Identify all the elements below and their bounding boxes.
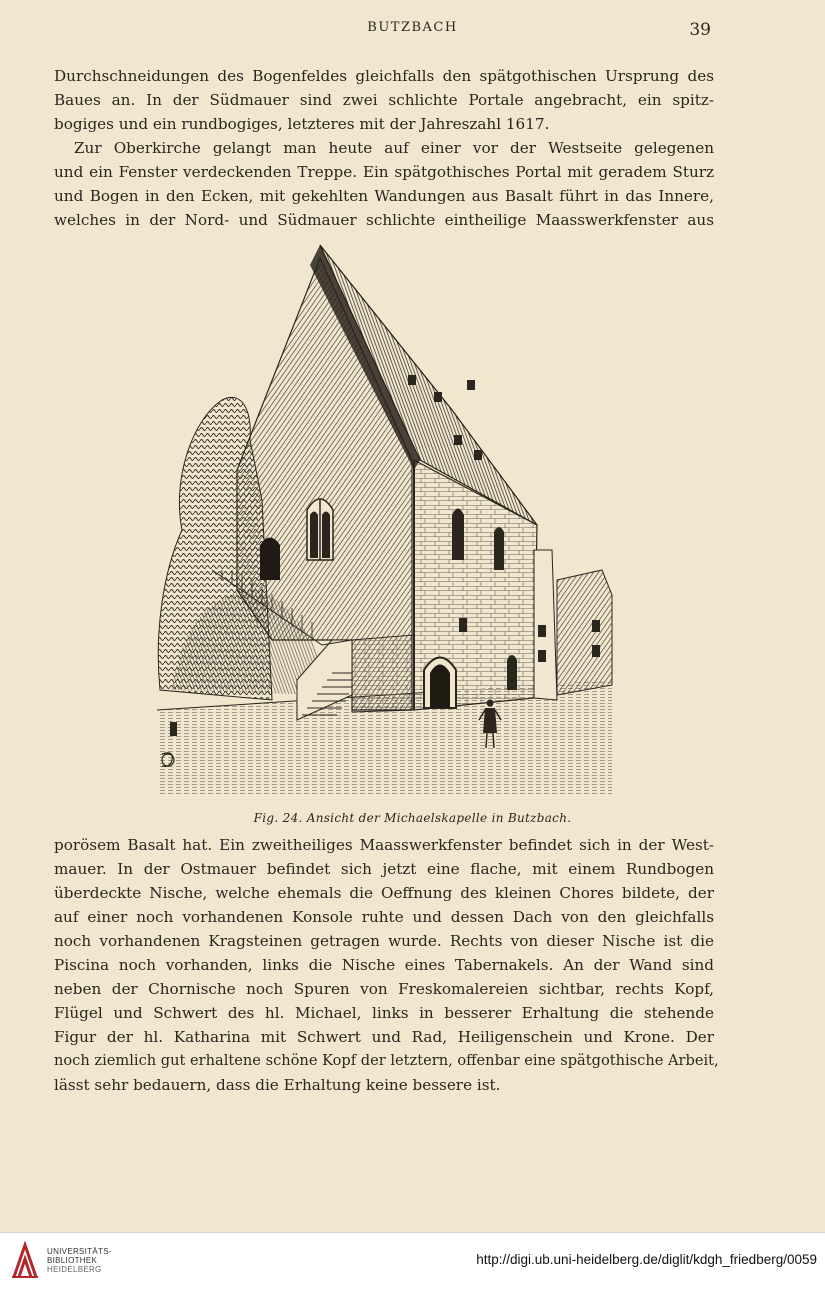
text-line: Piscina noch vorhanden, links die Nische eines Tabernakels. An der Wand sind — [54, 956, 714, 974]
university-library-logo-icon[interactable] — [10, 1241, 40, 1281]
neighbour-house — [557, 570, 612, 695]
text-line: bogiges und ein rundbogiges, letzteres mit der Jahreszahl 1617. — [54, 115, 550, 133]
text-line: porösem Basalt hat. Ein zweitheiliges Maasswerkfenster befindet sich in der West- — [54, 836, 714, 854]
text-line: lässt sehr bedauern, dass die Erhaltung keine bessere ist. — [54, 1076, 501, 1094]
running-title: BUTZBACH — [367, 20, 458, 35]
page-number: 39 — [689, 20, 711, 40]
library-name-line: HEIDELBERG — [47, 1265, 102, 1274]
text-line: Baues an. In der Südmauer sind zwei schlichte Portale angebracht, ein spitz- — [54, 91, 714, 109]
text-line: Durchschneidungen des Bogenfeldes gleichfalls den spätgothischen Ursprung des — [54, 67, 714, 85]
source-url-link[interactable]: http://digi.ub.uni-heidelberg.de/diglit/kdgh_friedberg/0059 — [476, 1252, 817, 1267]
text-line: Flügel und Schwert des hl. Michael, links in besserer Erhaltung die stehende — [54, 1004, 714, 1022]
text-line: noch vorhandenen Kragsteinen getragen wurde. Rechts von dieser Nische ist die — [54, 932, 714, 950]
text-line: welches in der Nord- und Südmauer schlichte eintheilige Maasswerkfenster aus — [54, 211, 714, 229]
figure-caption: Fig. 24. Ansicht der Michaelskapelle in Butzbach. — [253, 811, 572, 825]
chapel-engraving-svg — [152, 240, 618, 800]
lancet-window — [452, 509, 464, 561]
library-name[interactable] — [47, 1247, 112, 1274]
small-window — [459, 618, 467, 632]
text-line: neben der Chornische noch Spuren von Freskomalereien sichtbar, rechts Kopf, — [54, 980, 714, 998]
dormer — [474, 450, 482, 460]
dormer — [434, 392, 442, 402]
dormer — [467, 380, 475, 390]
text-line: und Bogen in den Ecken, mit gekehlten Wandungen aus Basalt führt in das Innere, — [54, 187, 714, 205]
dormer — [454, 435, 462, 445]
text-line: auf einer noch vorhandenen Konsole ruhte und dessen Dach von den gleichfalls — [54, 908, 714, 926]
lancet-window — [494, 527, 504, 570]
small-window — [507, 655, 517, 690]
library-name-line: UNIVERSITÄTS- — [47, 1247, 112, 1256]
text-line: und ein Fenster verdeckenden Treppe. Ein spätgothisches Portal mit geradem Sturz — [54, 163, 714, 181]
bollard — [170, 722, 177, 736]
text-line: überdeckte Nische, welche ehemals die Oeffnung des kleinen Chores bildete, der — [54, 884, 714, 902]
viewer-footer — [0, 1232, 825, 1291]
text-line: Zur Oberkirche gelangt man heute auf einer vor der Westseite gelegenen — [74, 139, 714, 157]
chapel-illustration — [152, 240, 618, 800]
paragraph-top — [54, 64, 714, 232]
library-name-line: BIBLIOTHEK — [47, 1256, 98, 1265]
dormer — [408, 375, 416, 385]
text-line: noch ziemlich gut erhaltene schöne Kopf der letztern, offenbar eine spätgothische Arbeit, — [54, 1052, 719, 1069]
paragraph-bottom — [54, 833, 719, 1097]
text-line: Figur der hl. Katharina mit Schwert und Rad, Heiligenschein und Krone. Der — [54, 1028, 714, 1046]
upper-portal — [260, 538, 280, 581]
text-line: mauer. In der Ostmauer befindet sich jetzt eine flache, mit einem Rundbogen — [54, 860, 714, 878]
low-annex-wall — [352, 635, 414, 712]
